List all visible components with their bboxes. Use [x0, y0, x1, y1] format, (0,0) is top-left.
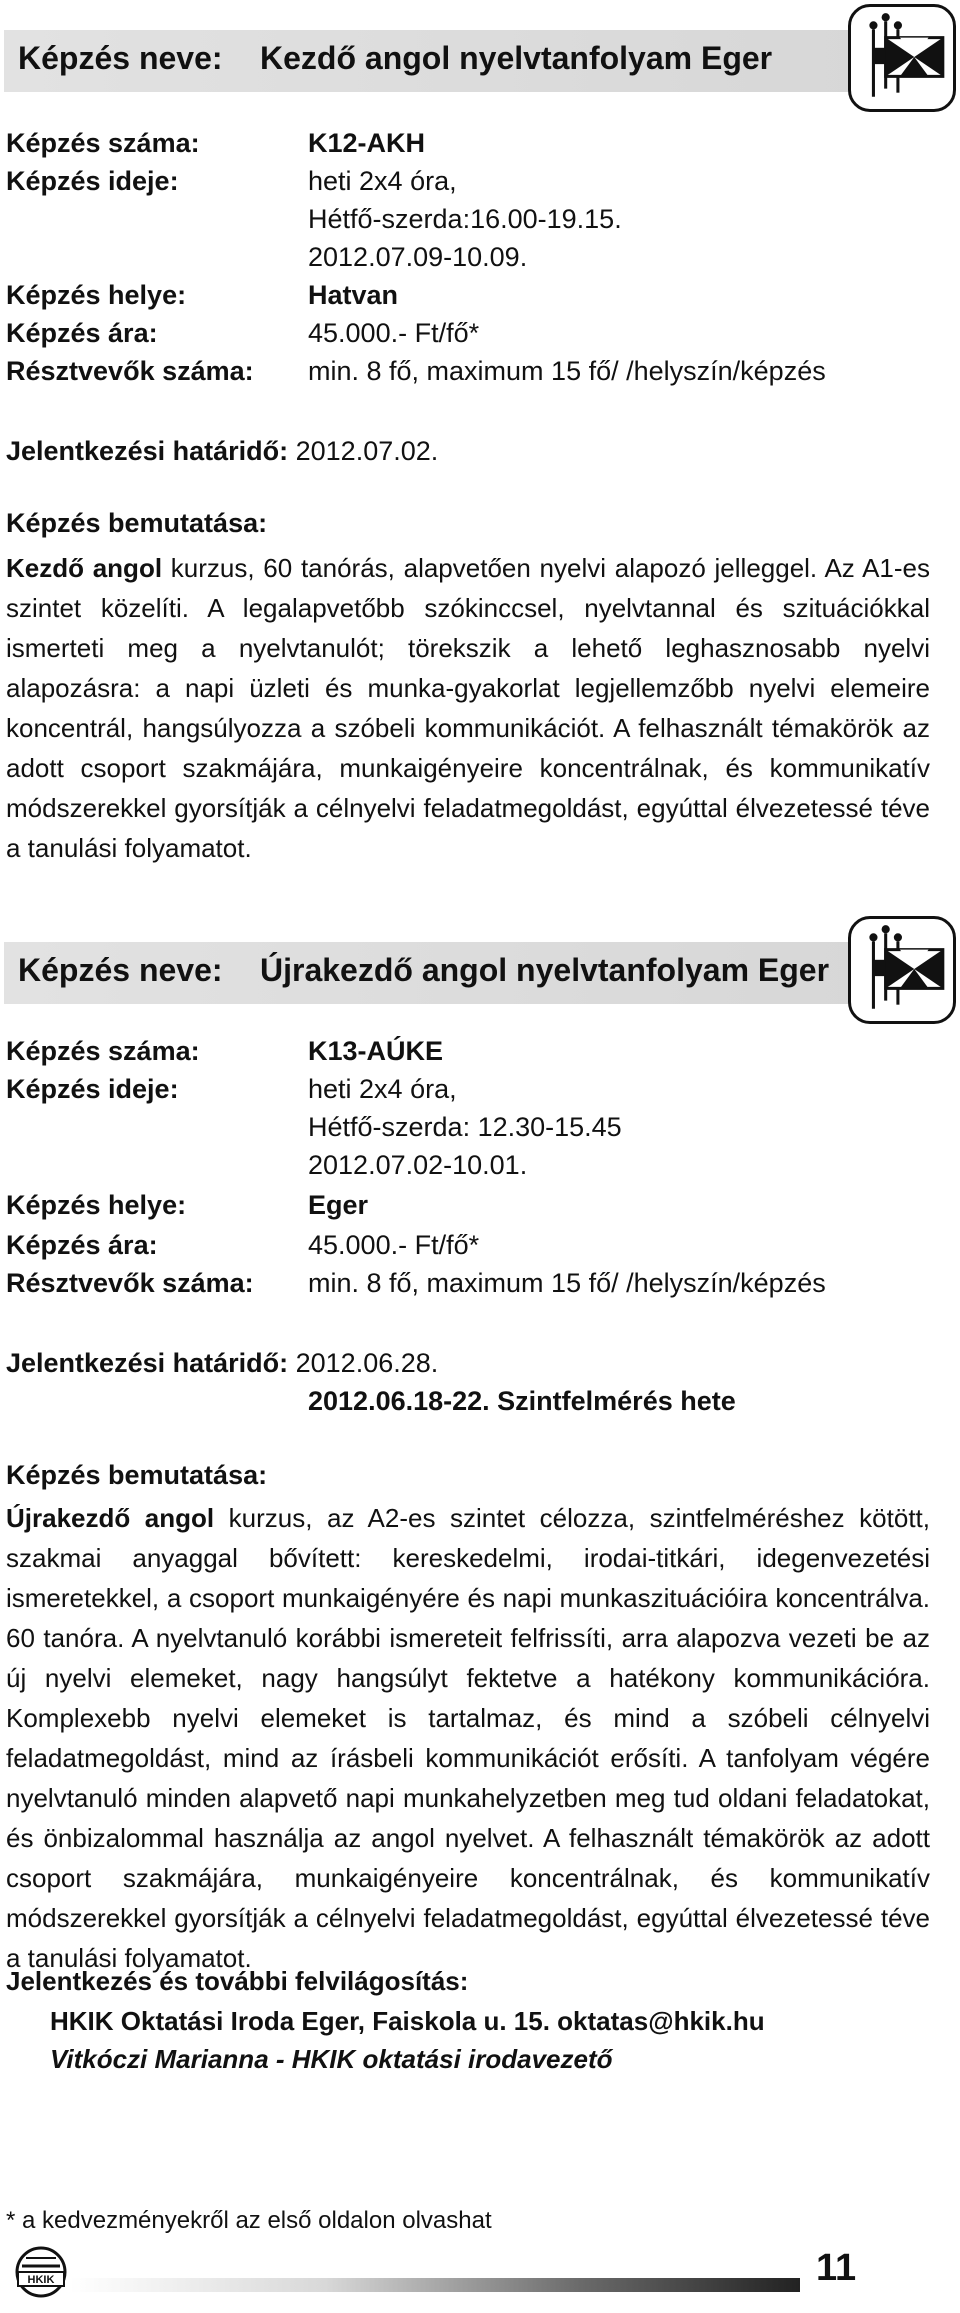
course1-value-participants: min. 8 fő, maximum 15 fő/ /helyszín/képzés	[308, 356, 826, 386]
course2-label-code: Képzés száma:	[6, 1036, 200, 1066]
course1-header-title: Kezdő angol nyelvtanfolyam Eger	[260, 40, 773, 76]
course2-label-place: Képzés helye:	[6, 1190, 187, 1220]
course1-header	[4, 30, 942, 92]
course1-intro-bold: Kezdő angol	[6, 553, 163, 583]
contact-person: Vitkóczi Marianna - HKIK oktatási irodavezető	[50, 2044, 613, 2074]
course1-value-time: heti 2x4 óra,	[308, 166, 457, 196]
course1-deadline-value: 2012.07.02.	[295, 436, 439, 466]
course1-label-time: Képzés ideje:	[6, 166, 179, 196]
course2-value-price: 45.000.- Ft/fő*	[308, 1230, 480, 1260]
course2-deadline	[6, 1348, 438, 1379]
course1-header-label: Képzés neve:	[18, 40, 223, 76]
course2-deadline-label: Jelentkezési határidő:	[6, 1348, 289, 1378]
course2-intro-text: kurzus, az A2-es szintet célozza, szintfelméréshez kötött, szakmai anyaggal bővített: kereskedelmi, irodai-titkári, idegenvezetési ismeretekkel, a csoport munkaigényére és napi munkaszituációira koncentrálva. 60 tanóra. A nyelvtanuló korábbi ismereteit felfrissíti, arra alapozva vezeti be az új nyelvi elemeket, nagy hangsúlyt fektetve a hatékony kommunikációra. Komplexebb nyelvi elemeket is tartalmaz, és mind a szóbeli célnyelvi feladatmegoldást, mind az írásbeli kommunikációt erősíti. A tanfolyam végére nyelvtanuló minden alapvető napi munkahelyzetben meg tud oldani feladatokat, és önbizalommal használja az angol nyelvet. A felhasznált témakörök az adott csoport szakmájára, munkaigényeire koncentrálnak, és kommunikatív módszerekkel gyorsítják a célnyelvi feladatmegoldást, egyúttal élvezetessé téve a tanulási folyamatot.	[6, 1503, 930, 1973]
course1-value-code: K12-AKH	[308, 128, 426, 158]
course1-label-code: Képzés száma:	[6, 128, 200, 158]
contact-office: HKIK Oktatási Iroda Eger, Faiskola u. 15. oktatas@hkik.hu	[50, 2006, 765, 2036]
course2-intro-paragraph	[6, 1498, 930, 1978]
course2-value-time: heti 2x4 óra,	[308, 1074, 457, 1104]
course1-deadline-label: Jelentkezési határidő:	[6, 436, 289, 466]
flags-logo-icon	[848, 4, 956, 112]
course2-deadline-value: 2012.06.28.	[295, 1348, 439, 1378]
course2-value-place: Eger	[308, 1190, 369, 1220]
page-number: 11	[816, 2247, 857, 2289]
course1-value-dates: 2012.07.09-10.09.	[308, 242, 528, 272]
course1-value-days: Hétfő-szerda:16.00-19.15.	[308, 204, 622, 234]
footnote: * a kedvezményekről az első oldalon olvashat	[6, 2207, 492, 2234]
course1-intro-heading: Képzés bemutatása:	[6, 508, 268, 538]
course2-header-label: Képzés neve:	[18, 952, 223, 988]
course2-value-days: Hétfő-szerda: 12.30-15.45	[308, 1112, 622, 1142]
contact-heading: Jelentkezés és további felvilágosítás:	[6, 1966, 469, 1996]
course1-label-price: Képzés ára:	[6, 318, 158, 348]
flags-logo-icon	[848, 916, 956, 1024]
hkik-logo-text: HKIK	[27, 2274, 55, 2286]
course1-label-participants: Résztvevők száma:	[6, 356, 254, 386]
course2-label-price: Képzés ára:	[6, 1230, 158, 1260]
hkik-logo-icon	[6, 2244, 76, 2304]
course2-header	[4, 942, 942, 1004]
course2-intro-bold: Újrakezdő angol	[6, 1503, 215, 1533]
course2-header-title: Újrakezdő angol nyelvtanfolyam Eger	[260, 952, 830, 988]
course1-label-place: Képzés helye:	[6, 280, 187, 310]
course1-intro-paragraph	[6, 548, 930, 868]
course2-value-dates: 2012.07.02-10.01.	[308, 1150, 528, 1180]
footer-bar	[70, 2278, 800, 2292]
course2-label-participants: Résztvevők száma:	[6, 1268, 254, 1298]
course1-value-place: Hatvan	[308, 280, 399, 310]
course2-intro-heading: Képzés bemutatása:	[6, 1460, 268, 1490]
course2-assessment-week	[308, 1386, 736, 1417]
course2-value-code: K13-AÚKE	[308, 1036, 444, 1066]
course1-value-price: 45.000.- Ft/fő*	[308, 318, 480, 348]
course2-label-time: Képzés ideje:	[6, 1074, 179, 1104]
course1-deadline	[6, 436, 438, 467]
course2-assessment-week-text: 2012.06.18-22. Szintfelmérés hete	[308, 1386, 736, 1416]
course2-value-participants: min. 8 fő, maximum 15 fő/ /helyszín/képzés	[308, 1268, 826, 1298]
course1-intro-text: kurzus, 60 tanórás, alapvetően nyelvi alapozó jelleggel. Az A1-es szintet közelíti. A legalapvetőbb szókinccsel, nyelvtannal és szituációkkal ismerteti meg a nyelvtanulót; törekszik a lehető leghasznosabb nyelvi alapozásra: a napi üzleti és munka-gyakorlat legjellemzőbb nyelvi elemeire koncentrál, hangsúlyozza a szóbeli kommunikációt. A felhasznált témakörök az adott csoport szakmájára, munkaigényeire koncentrálnak, és kommunikatív módszerekkel gyorsítják a célnyelvi feladatmegoldást, egyúttal élvezetessé téve a tanulási folyamatot.	[6, 553, 930, 863]
